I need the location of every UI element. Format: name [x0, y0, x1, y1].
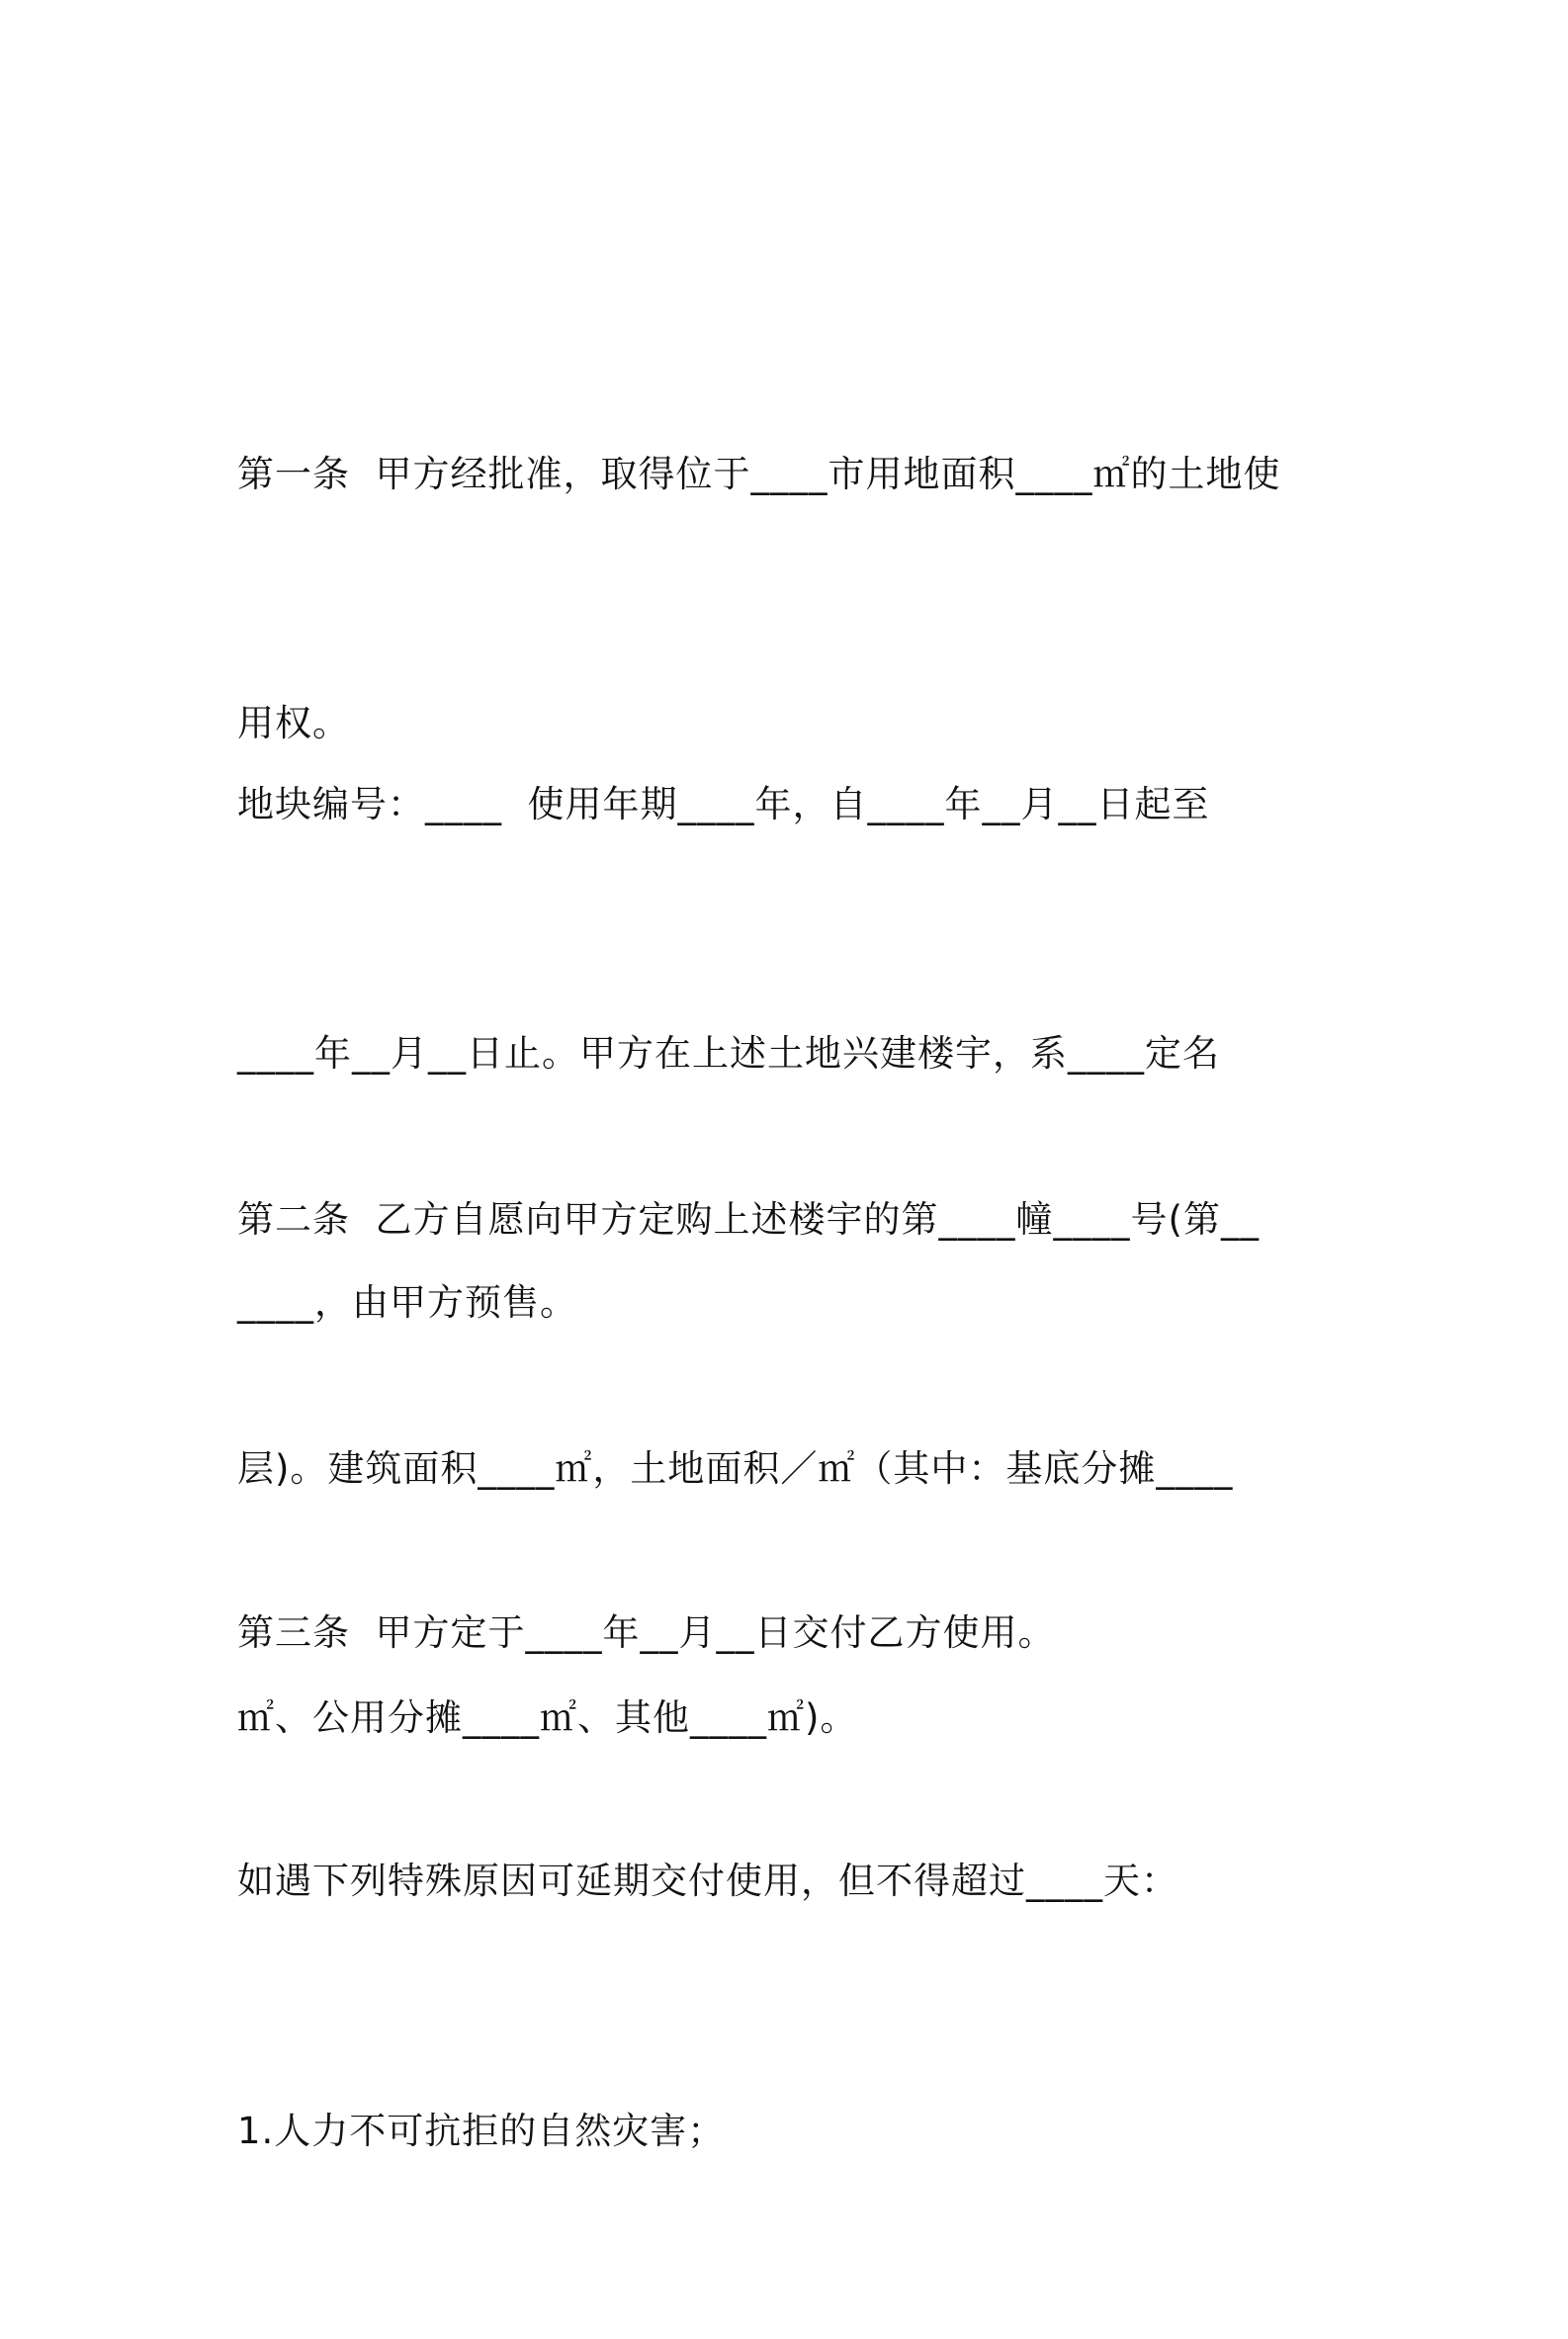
plot-info-line-3: ____，由甲方预售。 — [237, 1281, 577, 1324]
list-item-1-text: 1.人力不可抗拒的自然灾害； — [237, 2110, 726, 2152]
delay-clause-line-1: 如遇下列特殊原因可延期交付使用，但不得超过____天： — [237, 1860, 1178, 1902]
article-3-line-1: 第三条 甲方定于____年__月__日交付乙方使用。 — [237, 1611, 1056, 1654]
plot-info-line-2: ____年__月__日止。甲方在上述土地兴建楼宇，系____定名 — [237, 1032, 1220, 1075]
article-1-line-1: 第一条 甲方经批准，取得位于____市用地面积____㎡的土地使 — [237, 453, 1281, 495]
article-1-line-2: 用权。 — [237, 702, 350, 744]
article-2-line-2: 层)。建筑面积____㎡，土地面积／㎡（其中：基底分摊____ — [237, 1447, 1234, 1490]
list-item-1 — [237, 1924, 1345, 2339]
article-2-line-1: 第二条 乙方自愿向甲方定购上述楼宇的第____幢____号(第__ — [237, 1198, 1260, 1241]
article-2-line-3: ㎡、公用分摊____㎡、其他____㎡)。 — [237, 1696, 858, 1739]
plot-info-line-1: 地块编号：____ 使用年期____年，自____年__月__日起至 — [237, 783, 1210, 825]
